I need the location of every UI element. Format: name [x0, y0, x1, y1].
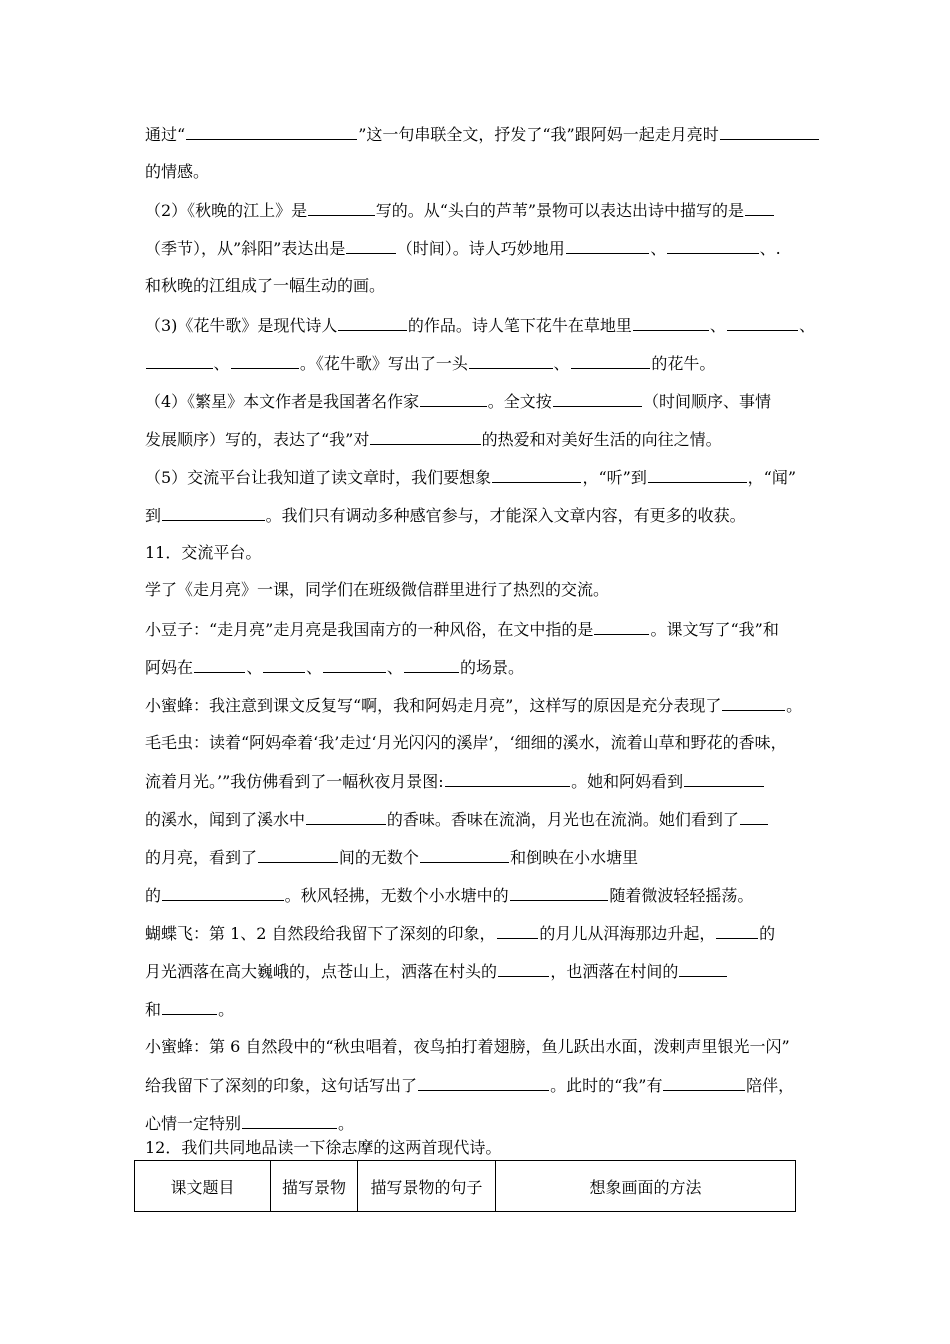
text-segment: 蝴蝶飞：第 1、2 自然段给我留下了深刻的印象， [145, 924, 496, 943]
answer-blank[interactable] [338, 313, 406, 331]
text-line [145, 541, 810, 565]
text-segment: 发展顺序）写的，表达了“我”对 [145, 430, 370, 449]
text-segment: 陪伴， [746, 1076, 795, 1095]
text-segment: 给我留下了深刻的印象，这句话写出了 [145, 1076, 418, 1095]
answer-blank[interactable] [231, 351, 299, 369]
text-segment: ，“听”到 [582, 468, 647, 487]
col-sentence-header: 描写景物的句子 [358, 1161, 496, 1212]
text-segment: 通过“ [145, 125, 186, 144]
text-line [145, 503, 810, 527]
text-line [145, 274, 810, 298]
answer-blank[interactable] [722, 693, 785, 711]
text-line [145, 465, 810, 489]
answer-blank[interactable] [346, 236, 395, 254]
answer-blank[interactable] [146, 351, 213, 369]
answer-blank[interactable] [263, 655, 305, 673]
text-line [145, 389, 810, 413]
text-line [145, 655, 810, 679]
answer-blank[interactable] [594, 617, 649, 635]
answer-blank[interactable] [648, 465, 747, 483]
text-segment: 、 [553, 354, 570, 373]
text-segment: 间的无数个 [338, 848, 419, 867]
answer-blank[interactable] [720, 122, 819, 140]
text-line [145, 427, 810, 451]
text-segment: （4）《繁星》本文作者是我国著名作家 [145, 392, 420, 411]
text-segment: 。此时的“我”有 [550, 1076, 663, 1095]
text-line [145, 1073, 810, 1097]
answer-blank[interactable] [566, 236, 650, 254]
text-segment: 写的。从“头白的芦苇”景物可以表达出诗中描写的是 [375, 201, 745, 220]
text-line [145, 1136, 810, 1160]
text-segment: 、. [759, 239, 781, 258]
text-line [145, 122, 810, 146]
text-segment: ，“闻” [747, 468, 797, 487]
answer-blank[interactable] [404, 655, 459, 673]
answer-blank[interactable] [308, 198, 375, 216]
text-segment: 的场景。 [459, 658, 524, 677]
answer-blank[interactable] [679, 959, 727, 977]
text-segment: 流着月光。’”我仿佛看到了一幅秋夜月景图: [145, 772, 444, 791]
text-segment: 的 [759, 924, 776, 943]
text-segment: 、 [799, 316, 816, 335]
text-line [145, 845, 810, 869]
answer-blank[interactable] [663, 1073, 745, 1091]
answer-blank[interactable] [370, 427, 480, 445]
text-segment: ，也洒落在村间的 [550, 962, 679, 981]
table-header-row [135, 1161, 796, 1212]
text-segment: 的作品。诗人笔下花牛在草地里 [407, 316, 632, 335]
text-segment: 到 [145, 506, 162, 525]
text-segment: 。全文按 [487, 392, 552, 411]
text-segment: 。我们只有调动多种感官参与，才能深入文章内容，有更多的收获。 [265, 506, 746, 525]
text-segment: 。 [786, 696, 803, 715]
text-segment: 的 [145, 886, 162, 905]
text-segment: 和倒映在小水塘里 [510, 848, 639, 867]
text-line [145, 883, 810, 907]
answer-blank[interactable] [420, 389, 487, 407]
text-line [145, 617, 810, 641]
answer-blank[interactable] [323, 655, 386, 673]
text-line [145, 236, 810, 260]
text-segment: 阿妈在 [145, 658, 194, 677]
text-segment: 。课文写了“我”和 [650, 620, 779, 639]
answer-blank[interactable] [258, 845, 338, 863]
text-segment: 月光洒落在高大巍峨的，点苍山上，洒落在村头的 [145, 962, 498, 981]
text-segment: （时间顺序、事情 [643, 392, 772, 411]
answer-blank[interactable] [553, 389, 642, 407]
answer-blank[interactable] [186, 122, 357, 140]
text-segment: 学了《走月亮》一课，同学们在班级微信群里进行了热烈的交流。 [145, 580, 610, 599]
text-segment: （时间）。诗人巧妙地用 [396, 239, 565, 258]
answer-blank[interactable] [740, 807, 769, 825]
answer-blank[interactable] [194, 655, 245, 673]
text-line [145, 578, 810, 602]
text-segment: （5）交流平台让我知道了读文章时，我们要想象 [145, 468, 492, 487]
answer-blank[interactable] [306, 807, 386, 825]
text-segment: 。 [338, 1114, 355, 1133]
text-segment: 、 [306, 658, 323, 677]
text-segment: 、 [246, 658, 263, 677]
text-segment: 的月儿从洱海那边升起， [539, 924, 716, 943]
answer-blank[interactable] [162, 503, 265, 521]
text-line [145, 313, 816, 337]
text-segment: 小蜜蜂：第 6 自然段中的“秋虫唱着，夜鸟拍打着翅膀，鱼儿跃出水面，泼剌声里银光一闪” [145, 1037, 790, 1056]
answer-blank[interactable] [745, 198, 774, 216]
text-segment: 的花牛。 [651, 354, 716, 373]
text-segment: （3)《花牛歌》是现代诗人 [145, 316, 338, 335]
answer-blank[interactable] [162, 997, 217, 1015]
text-segment: 的月亮，看到了 [145, 848, 258, 867]
text-segment: 的香味。香味在流淌，月光也在流淌。她们看到了 [386, 810, 739, 829]
answer-blank[interactable] [684, 769, 764, 787]
text-line [145, 959, 810, 983]
text-segment: 的情感。 [145, 162, 210, 181]
text-segment: 。她和阿妈看到 [571, 772, 684, 791]
text-segment: 12．我们共同地品读一下徐志摩的这两首现代诗。 [145, 1138, 502, 1157]
text-line [145, 921, 810, 945]
answer-blank[interactable] [716, 921, 758, 939]
answer-blank[interactable] [633, 313, 709, 331]
answer-blank[interactable] [571, 351, 651, 369]
text-segment: 、 [213, 354, 230, 373]
text-segment: 小豆子：“走月亮”走月亮是我国南方的一种风俗，在文中指的是 [145, 620, 594, 639]
answer-blank[interactable] [420, 845, 509, 863]
text-segment: 的热爱和对美好生活的向往之情。 [481, 430, 722, 449]
text-segment: 小蜜蜂：我注意到课文反复写“啊，我和阿妈走月亮”，这样写的原因是充分表现了 [145, 696, 722, 715]
text-segment: 心情一定特别 [145, 1114, 242, 1133]
text-segment: （季节），从”斜阳”表达出是 [145, 239, 346, 258]
col-title-header: 课文题目 [135, 1161, 271, 1212]
text-line [145, 198, 810, 222]
text-line [145, 160, 810, 184]
answer-blank[interactable] [492, 465, 581, 483]
poem-analysis-table [134, 1160, 796, 1212]
answer-blank[interactable] [445, 769, 570, 787]
answer-blank[interactable] [242, 1111, 337, 1129]
text-segment: 。秋风轻拂，无数个小水塘中的 [284, 886, 509, 905]
text-line [145, 1111, 810, 1135]
answer-blank[interactable] [162, 883, 284, 901]
text-line [145, 731, 810, 755]
text-segment: 11．交流平台。 [145, 543, 262, 562]
answer-blank[interactable] [727, 313, 798, 331]
text-line [145, 351, 810, 375]
answer-blank[interactable] [498, 959, 549, 977]
text-segment: 随着微波轻轻摇荡。 [609, 886, 754, 905]
answer-blank[interactable] [497, 921, 539, 939]
answer-blank[interactable] [510, 883, 609, 901]
answer-blank[interactable] [667, 236, 758, 254]
text-line [145, 1035, 810, 1059]
text-line [145, 807, 810, 831]
text-line [145, 769, 810, 793]
text-line [145, 997, 810, 1021]
text-segment: ”这一句串联全文，抒发了“我”跟阿妈一起走月亮时 [358, 125, 719, 144]
text-segment: 、 [650, 239, 667, 258]
col-method-header: 想象画面的方法 [496, 1161, 796, 1212]
text-segment: 、 [709, 316, 726, 335]
text-line [145, 693, 810, 717]
text-segment: 。《花牛歌》写出了一头 [299, 354, 468, 373]
text-segment: 和秋晚的江组成了一幅生动的画。 [145, 276, 386, 295]
text-segment: 的溪水，闻到了溪水中 [145, 810, 306, 829]
col-scenery-header: 描写景物 [271, 1161, 358, 1212]
text-segment: 和 [145, 1000, 162, 1019]
answer-blank[interactable] [469, 351, 553, 369]
answer-blank[interactable] [418, 1073, 549, 1091]
text-segment: 。 [218, 1000, 235, 1019]
text-segment: （2）《秋晚的江上》是 [145, 201, 308, 220]
text-segment: 、 [386, 658, 403, 677]
text-segment: 毛毛虫：读着“阿妈牵着‘我’走过‘月光闪闪的溪岸’，‘细细的溪水，流着山草和野花的香味， [145, 733, 787, 752]
